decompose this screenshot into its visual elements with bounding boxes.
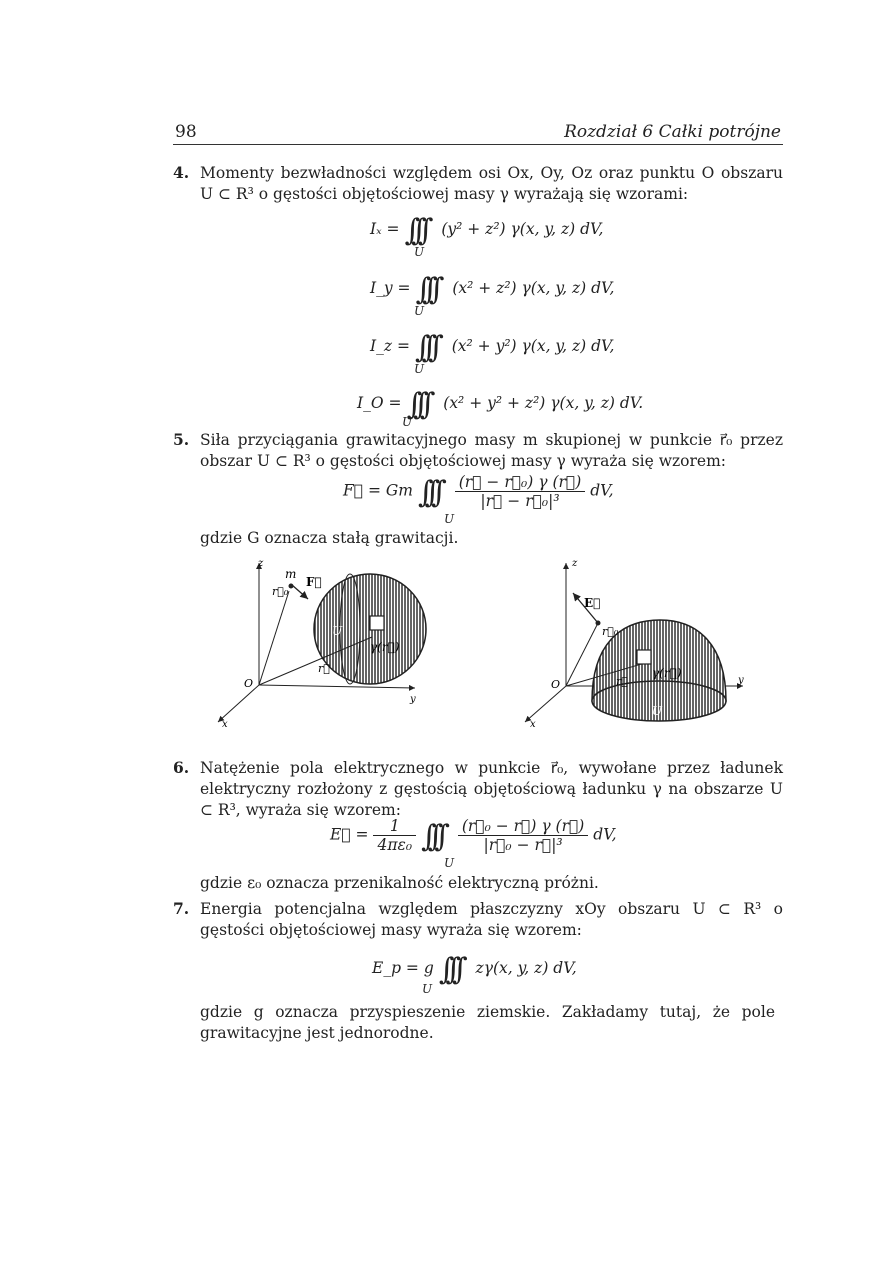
axis-label-y: y — [410, 694, 416, 705]
label-u: U — [332, 624, 343, 638]
label-u: U — [652, 704, 663, 718]
item-note: gdzie G oznacza stałą grawitacji. — [200, 529, 459, 547]
formula-iy: I_y = ∫∫∫ (x² + z²) γ(x, y, z) dV, — [370, 272, 615, 307]
chapter-title: Rozdział 6 Całki potrójne — [564, 122, 781, 142]
label-gamma: γ(r⃗) — [652, 666, 682, 680]
item-number: 7. — [173, 899, 190, 918]
axis-label-z: z — [258, 558, 264, 569]
label-r: r⃗ — [616, 675, 628, 688]
figures — [200, 555, 770, 740]
formula-electric-field: E⃗ = $\frac{1}{\text{4πε₀}}$ ∫∫∫ $\frac{\text{(r⃗₀ − r⃗) γ (r⃗)}}{\text{|r⃗₀ − r⃗|³}}$ dV, — [330, 817, 617, 854]
axis-label-y: y — [738, 675, 744, 686]
region-label: U — [422, 982, 433, 996]
figure-left — [218, 558, 426, 730]
item-text: Siła przyciągania grawitacyjnego masy m skupionej w punkcie r⃗₀ przez obszar U ⊂ R³ o gęstości objętościowej masy γ wyraża się wzorem: — [200, 431, 783, 470]
label-r0: r⃗₀ — [602, 625, 619, 638]
region-label: U — [414, 362, 425, 376]
item-text: Energia potencjalna względem płaszczyzny xOy obszaru U ⊂ R³ o gęstości objętościowej masy wyraża się wzorem: — [200, 900, 783, 939]
label-e: E⃗ — [584, 596, 601, 610]
formula-potential-energy: E_p = g ∫∫∫ zγ(x, y, z) dV, — [372, 952, 577, 987]
label-r0: r⃗₀ — [272, 585, 289, 598]
formula-ix: Iₓ = ∫∫∫ (y² + z²) γ(x, y, z) dV, — [370, 213, 604, 248]
region-label: U — [444, 512, 455, 526]
axis-label-x: x — [530, 719, 536, 730]
label-origin: O — [551, 678, 561, 691]
region-label: U — [402, 415, 413, 429]
label-m: m — [285, 567, 297, 581]
figure-right — [525, 558, 744, 730]
region-label: U — [444, 856, 455, 870]
item-note: gdzie g oznacza przyspieszenie ziemskie. Zakładamy tutaj, że pole grawitacyjne jest jednorodne. — [200, 1003, 775, 1042]
item-number: 6. — [173, 758, 190, 777]
label-r: r⃗ — [318, 662, 330, 675]
item-text: Natężenie pola elektrycznego w punkcie r⃗₀, wywołane przez ładunek elektryczny rozłożony z gęstością objętościową ładunku γ na obszarze U ⊂ R³, wyraża się wzorem: — [200, 759, 783, 819]
formula-iz: I_z = ∫∫∫ (x² + y²) γ(x, y, z) dV, — [370, 330, 615, 365]
label-gamma: γ(r⃗) — [370, 640, 400, 654]
item-number: 4. — [173, 163, 190, 182]
page-number: 98 — [175, 122, 197, 142]
formula-io: I_O = ∫∫∫ (x² + y² + z²) γ(x, y, z) dV. — [357, 387, 644, 422]
region-label: U — [414, 245, 425, 259]
label-origin: O — [244, 677, 254, 690]
page-header — [173, 120, 783, 145]
axis-label-z: z — [572, 558, 578, 569]
label-f: F⃗ — [306, 575, 322, 589]
axis-label-x: x — [222, 719, 228, 730]
region-label: U — [414, 304, 425, 318]
item-text: Momenty bezwładności względem osi Ox, Oy, Oz oraz punktu O obszaru U ⊂ R³ o gęstości objętościowej masy γ wyrażają się wzorami: — [200, 164, 783, 203]
item-note: gdzie ε₀ oznacza przenikalność elektryczną próżni. — [200, 874, 599, 892]
formula-gravity: F⃗ = Gm ∫∫∫ $\frac{\text{(r⃗ − r⃗₀) γ (r⃗)}}{\text{|r⃗ − r⃗₀|³}}$ dV, — [343, 473, 614, 510]
item-number: 5. — [173, 430, 190, 449]
